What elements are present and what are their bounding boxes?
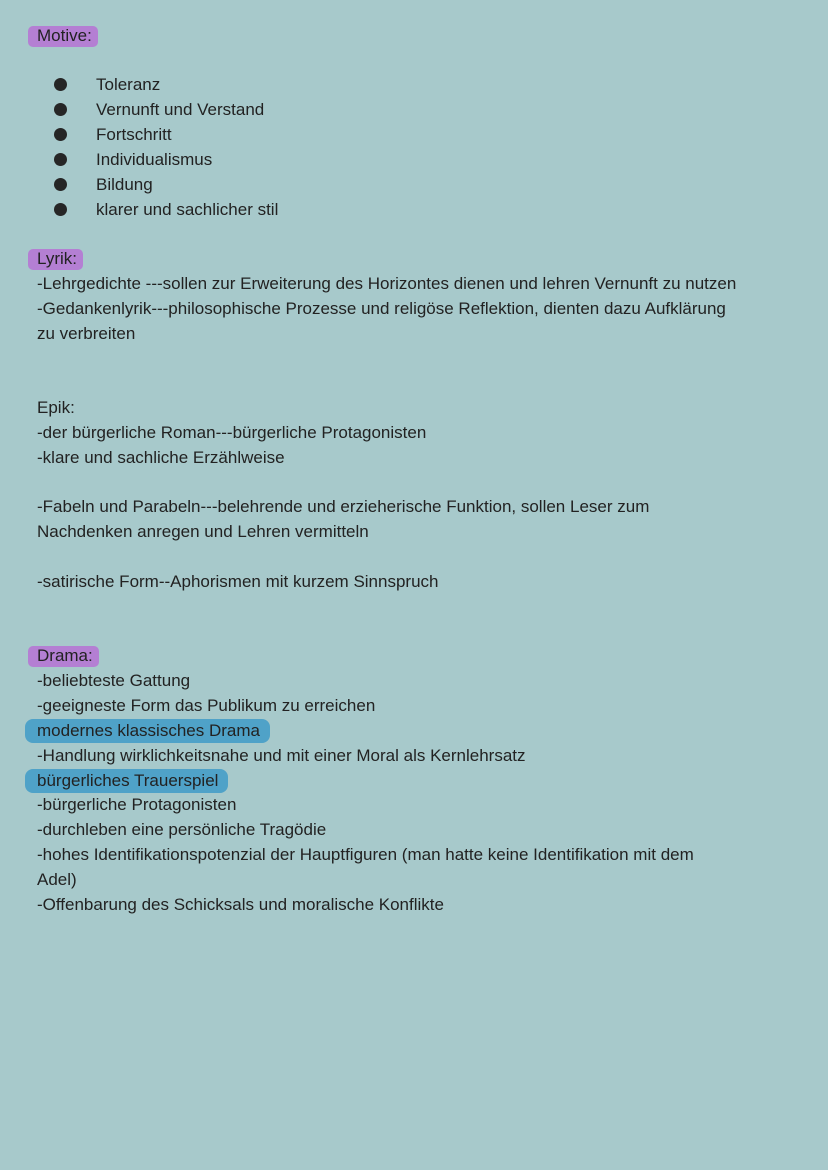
drama-line: Adel): [37, 870, 77, 889]
lyrik-heading: [37, 246, 83, 271]
drama-subheading-trauerspiel-label: bürgerliches Trauerspiel: [25, 769, 228, 793]
epik-line: -Fabeln und Parabeln---belehrende und erzieherische Funktion, sollen Leser zum: [37, 497, 650, 516]
bullet-icon: [54, 153, 67, 166]
motive-heading: [37, 23, 98, 48]
drama-line: -hohes Identifikationspotenzial der Hauptfiguren (man hatte keine Identifikation mit dem: [37, 845, 694, 864]
drama-line: -durchleben eine persönliche Tragödie: [37, 820, 327, 839]
drama-line: -beliebteste Gattung: [37, 671, 191, 690]
drama-line: -geeigneste Form das Publikum zu erreichen: [37, 696, 376, 715]
lyrik-heading-label: Lyrik:: [28, 249, 83, 270]
bullet-icon: [54, 203, 67, 216]
drama-subheading-modern: [37, 718, 270, 743]
drama-line: -bürgerliche Protagonisten: [37, 795, 237, 814]
bullet-icon: [54, 103, 67, 116]
lyrik-line: -Gedankenlyrik---philosophische Prozesse und religöse Reflektion, dienten dazu Aufklärung: [37, 299, 726, 318]
drama-subheading-trauerspiel: [37, 768, 228, 793]
lyrik-line: zu verbreiten: [37, 324, 136, 343]
notes-page: Motive: Toleranz Vernunft und Verstand Fortschritt Individualismus Bildung klarer und sachlicher stil Lyrik: -Lehrgedichte ---sollen zur Erweiterung des Horizontes dienen und lehren Vernunft zu nutzen -Gedankenlyrik---philosophische Prozesse und religöse Reflektion, dienten dazu Aufklärung zu verbreiten Epik: -der bürgerliche Roman---bürgerliche Protagonisten -klare und sachliche Erzählweise -Fabeln und Parabeln---belehrende und erzieherische Funktion, sollen Leser zum Nachdenken anregen und Lehren vermitteln -satirische Form--Aphorismen mit kurzem Sinnspruch Drama: -beliebteste Gattung -geeigneste Form das Publikum zu erreichen modernes klassisches Drama -Handlung wirklichkeitsnahe und mit einer Moral als Kernlehrsatz bürgerliches Trauerspiel -bürgerliche Protagonisten -durchleben eine persönliche Tragödie -hohes Identifikationspotenzial der Hauptfiguren (man hatte keine Identifikation mit dem Adel) -Offenbarung des Schicksals und moralische Konflikte: [0, 0, 828, 1170]
epik-heading: Epik:: [37, 398, 75, 417]
epik-line: -klare und sachliche Erzählweise: [37, 448, 285, 467]
bullet-icon: [54, 78, 67, 91]
epik-line: -satirische Form--Aphorismen mit kurzem Sinnspruch: [37, 572, 439, 591]
bullet-icon: [54, 178, 67, 191]
drama-line: -Handlung wirklichkeitsnahe und mit einer Moral als Kernlehrsatz: [37, 746, 526, 765]
drama-subheading-modern-label: modernes klassisches Drama: [25, 719, 270, 743]
motive-heading-label: Motive:: [28, 26, 98, 47]
epik-line: Nachdenken anregen und Lehren vermitteln: [37, 522, 369, 541]
lyrik-line: -Lehrgedichte ---sollen zur Erweiterung des Horizontes dienen und lehren Vernunft zu nutzen: [37, 274, 737, 293]
drama-heading: [37, 643, 99, 668]
drama-heading-label: Drama:: [28, 646, 99, 667]
drama-line: -Offenbarung des Schicksals und moralische Konflikte: [37, 895, 444, 914]
bullet-icon: [54, 128, 67, 141]
epik-line: -der bürgerliche Roman---bürgerliche Protagonisten: [37, 423, 427, 442]
